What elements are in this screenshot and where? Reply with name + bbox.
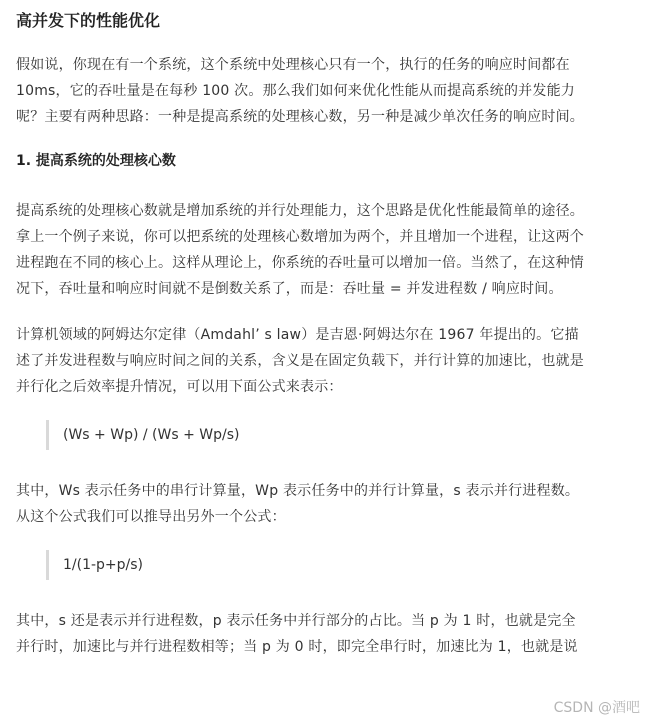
- section-heading: 1. 提高系统的处理核心数: [16, 153, 176, 169]
- paragraph-line: 并行时，加速比与并行进程数相等；当 p 为 0 时，即完全串行时，加速比为 1，也就是说: [16, 639, 578, 655]
- paragraph-line: 况下，吞吐量和响应时间就不是倒数关系了，而是：吞吐量 = 并发进程数 / 响应时间。: [16, 281, 563, 297]
- paragraph-1: [16, 198, 638, 302]
- paragraph-4: [16, 608, 638, 660]
- paragraph-line: 进程跑在不同的核心上。这样从理论上，你系统的吞吐量可以增加一倍。当然了，在这种情: [16, 255, 584, 271]
- watermark: CSDN @酒吧: [553, 700, 640, 716]
- paragraph-line: 并行化之后效率提升情况，可以用下面公式来表示：: [16, 379, 343, 395]
- intro-paragraph: [16, 52, 638, 130]
- paragraph-line: 述了并发进程数与响应时间之间的关系，含义是在固定负载下，并行计算的加速比，也就是: [16, 353, 584, 369]
- paragraph-line: 从这个公式我们可以推导出另外一个公式：: [16, 509, 286, 525]
- paragraph-3: [16, 478, 638, 530]
- paragraph-2: [16, 322, 638, 400]
- formula-block: 1/(1-p+p/s): [46, 550, 638, 580]
- paragraph-line: 提高系统的处理核心数就是增加系统的并行处理能力，这个思路是优化性能最简单的途径。: [16, 203, 584, 219]
- intro-line: 10ms，它的吞吐量是在每秒 100 次。那么我们如何来优化性能从而提高系统的并发能力: [16, 83, 575, 99]
- intro-line: 呢？主要有两种思路：一种是提高系统的处理核心数，另一种是减少单次任务的响应时间。: [16, 109, 584, 125]
- intro-line: 假如说，你现在有一个系统，这个系统中处理核心只有一个，执行的任务的响应时间都在: [16, 57, 570, 73]
- paragraph-line: 拿上一个例子来说，你可以把系统的处理核心数增加为两个，并且增加一个进程，让这两个: [16, 229, 584, 245]
- article-title: 高并发下的性能优化: [16, 11, 161, 30]
- paragraph-line: 其中，s 还是表示并行进程数，p 表示任务中并行部分的占比。当 p 为 1 时，也就是完全: [16, 613, 576, 629]
- paragraph-line: 计算机领域的阿姆达尔定律（Amdahl’ s law）是吉恩·阿姆达尔在 1967 年提出的。它描: [16, 327, 579, 343]
- formula-block: (Ws + Wp) / (Ws + Wp/s): [46, 420, 638, 450]
- paragraph-line: 其中，Ws 表示任务中的串行计算量，Wp 表示任务中的并行计算量，s 表示并行进程数。: [16, 483, 580, 499]
